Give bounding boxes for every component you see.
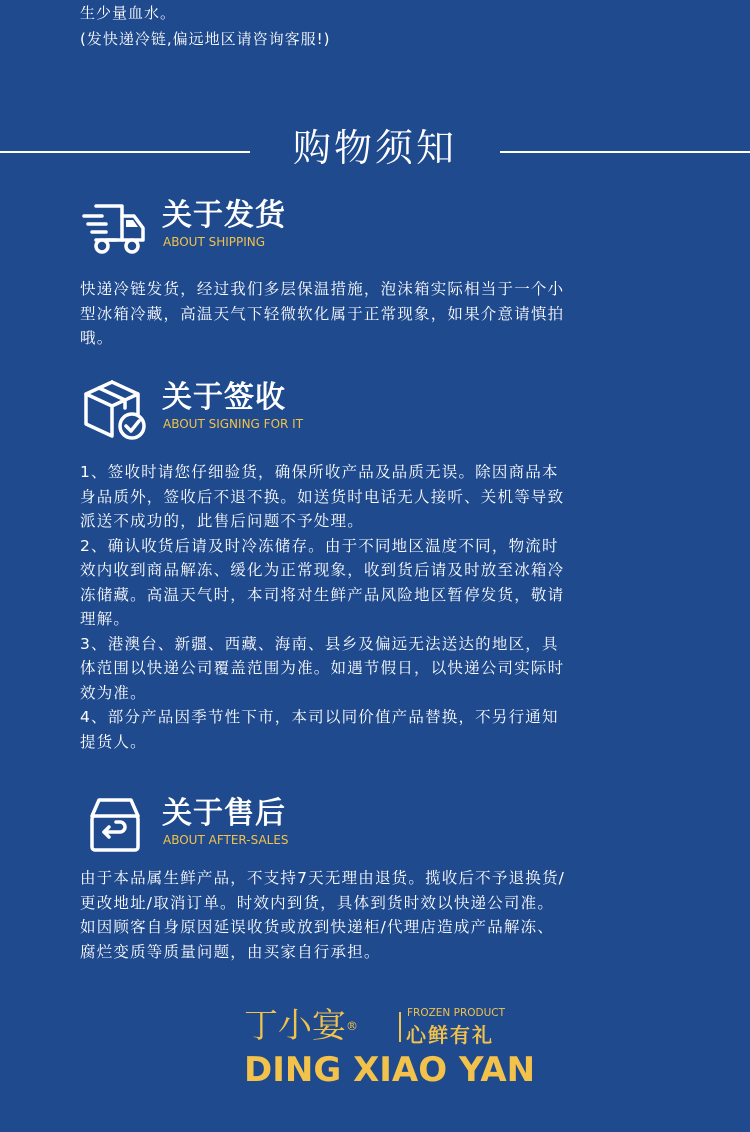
text-line: 2、确认收货后请及时冷冻储存。由于不同地区温度不同，物流时 (80, 536, 559, 555)
brand-tag: FROZEN PRODUCT (407, 1007, 506, 1019)
text-line: 理解。 (80, 610, 131, 628)
text-line: 效内收到商品解冻、缓化为正常现象，收到货后请及时放至冰箱冷 (80, 561, 565, 579)
text-line: 1、签收时请您仔细验货，确保所收产品及品质无误。除因商品本 (80, 463, 559, 481)
text-line: 如因顾客自身原因延误收货或放到快递柜/代理店造成产品解冻、 (80, 918, 555, 936)
intro-line: (发快递冷链,偏远地区请咨询客服!) (80, 30, 331, 48)
text-line: 体范围以快递公司覆盖范围为准。如遇节假日，以快递公司实际时 (80, 659, 565, 677)
brand-divider (399, 1012, 401, 1042)
text-line: 身品质外，签收后不退不换。如送货时电话无人接听、关机等导致 (80, 487, 565, 506)
text-line: 冻储藏。高温天气时，本司将对生鲜产品风险地区暂停发货，敬请 (80, 585, 565, 604)
brand-name-cn (244, 1004, 358, 1048)
package-check-icon (82, 378, 148, 444)
brand-slogan: 心鲜有礼 (406, 1023, 494, 1047)
intro-text (80, 0, 331, 52)
text-line: 4、部分产品因季节性下市，本司以同价值产品替换，不另行通知 (80, 708, 559, 726)
text-line: 由于本品属生鲜产品，不支持7天无理由退货。揽收后不予退换货/ (80, 869, 566, 887)
shipping-text (80, 277, 680, 351)
aftersales-subtitle: ABOUT AFTER-SALES (163, 833, 289, 847)
signing-subtitle: ABOUT SIGNING FOR IT (163, 417, 304, 431)
section-header (0, 118, 750, 178)
signing-text (80, 460, 680, 754)
brand-name-en: DING XIAO YAN (244, 1050, 536, 1090)
return-box-icon (82, 794, 148, 860)
text-line: 派送不成功的，此售后问题不予处理。 (80, 512, 364, 530)
aftersales-title: 关于售后 (162, 796, 286, 831)
text-line: 哦。 (80, 329, 114, 347)
text-line: 提货人。 (80, 732, 147, 751)
brand-logo (244, 1002, 536, 1092)
text-line: 效为准。 (80, 683, 147, 702)
text-line: 更改地址/取消订单。时效内到货，具体到货时效以快递公司准。 (80, 893, 555, 912)
shipping-subtitle: ABOUT SHIPPING (163, 235, 266, 249)
intro-line: 生少量血水。 (80, 4, 177, 22)
text-line: 3、港澳台、新疆、西藏、海南、县乡及偏远无法送达的地区，具 (80, 634, 559, 653)
aftersales-text (80, 866, 680, 964)
shipping-title: 关于发货 (162, 198, 286, 233)
brand-name-text: 丁小宴 (244, 1006, 346, 1046)
divider-line (500, 151, 750, 153)
delivery-truck-icon (82, 196, 148, 262)
section-title: 购物须知 (292, 126, 457, 170)
text-line: 型冰箱冷藏，高温天气下轻微软化属于正常现象，如果介意请慎拍 (80, 304, 565, 323)
registered-mark: ® (346, 1019, 358, 1033)
divider-line (0, 151, 250, 153)
text-line: 快递冷链发货，经过我们多层保温措施，泡沫箱实际相当于一个小 (80, 280, 565, 298)
text-line: 腐烂变质等质量问题，由买家自行承担。 (80, 942, 381, 961)
signing-title: 关于签收 (162, 380, 286, 415)
